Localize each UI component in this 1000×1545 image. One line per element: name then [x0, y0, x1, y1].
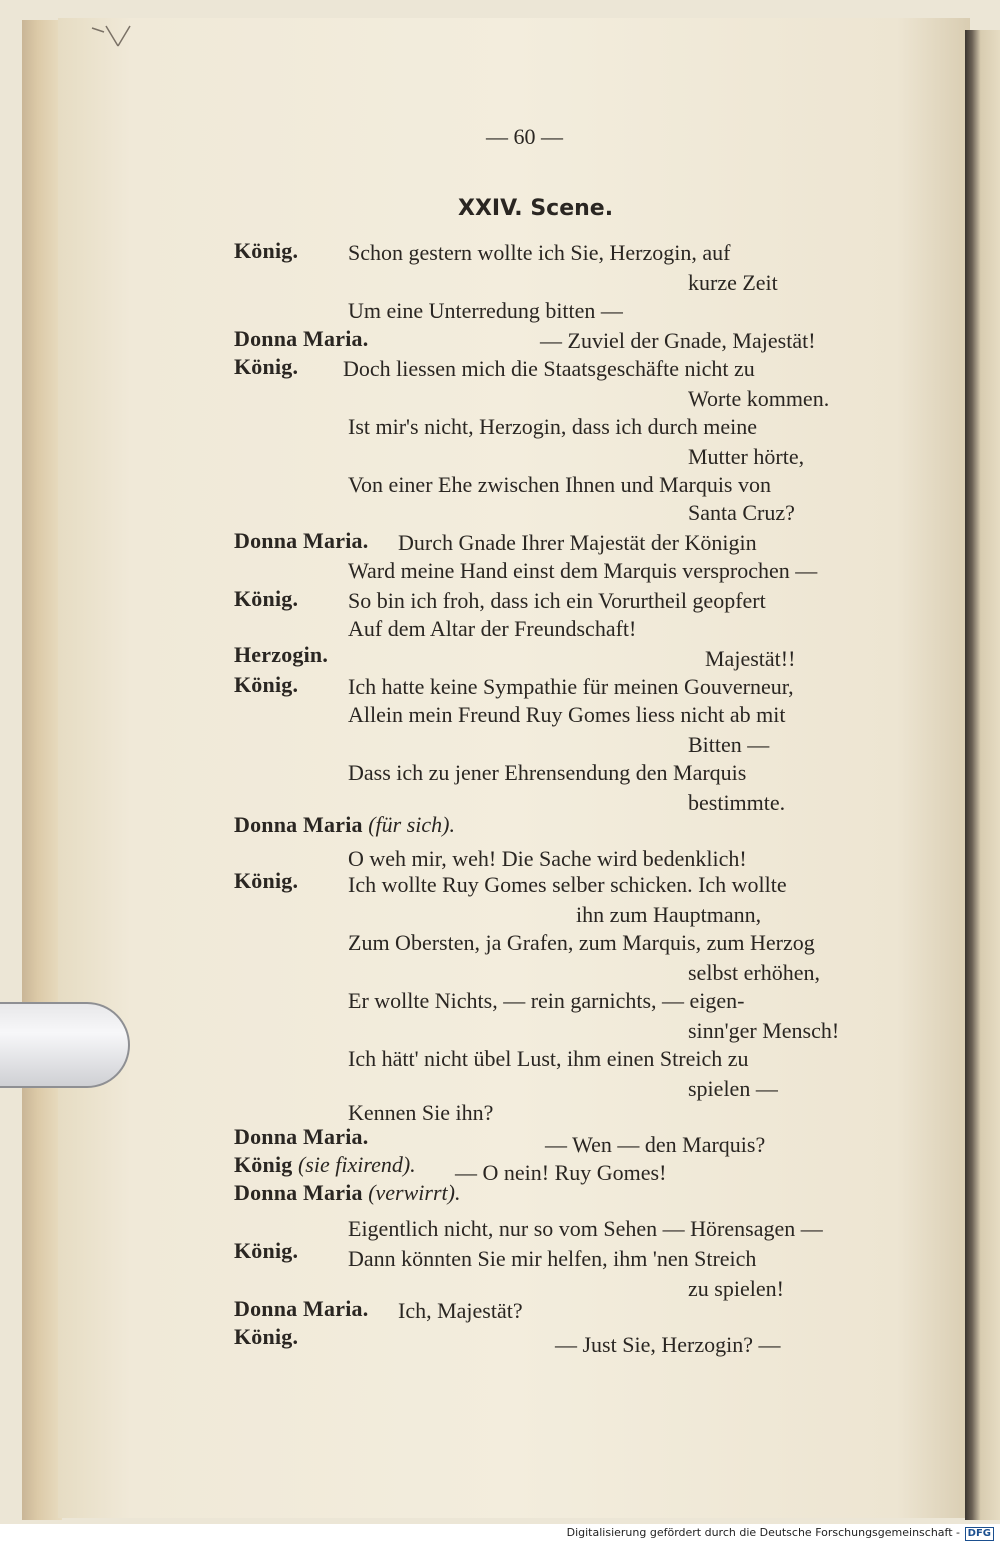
- verse-line: — Wen — den Marquis?: [545, 1132, 766, 1157]
- verse-line: — Just Sie, Herzogin? —: [555, 1332, 781, 1357]
- verse-line: bestimmte.: [688, 790, 786, 815]
- verse-line: — Zuviel der Gnade, Majestät!: [540, 328, 816, 353]
- verse-line: Dann könnten Sie mir helfen, ihm 'nen Streich: [348, 1246, 757, 1271]
- verse-line: Um eine Unterredung bitten —: [348, 298, 623, 323]
- speaker-label: König.: [234, 868, 299, 893]
- verse-line: Ward meine Hand einst dem Marquis versprochen —: [348, 558, 818, 583]
- verse-line: Ich hatte keine Sympathie für meinen Gouverneur,: [348, 674, 794, 699]
- verse-line: kurze Zeit: [688, 270, 778, 295]
- speaker-label: Donna Maria.: [234, 1296, 369, 1321]
- verse-line: — O nein! Ruy Gomes!: [455, 1160, 667, 1185]
- page-number: — 60 —: [486, 124, 563, 149]
- speaker-with-direction: [234, 1152, 416, 1178]
- speaker-label: Donna Maria.: [234, 528, 369, 553]
- verse-line: Dass ich zu jener Ehrensendung den Marquis: [348, 760, 747, 785]
- stage-direction: (für sich).: [368, 812, 455, 837]
- speaker-label: König.: [234, 238, 299, 263]
- page-clip-bookmark: [0, 1002, 130, 1088]
- verse-line: Ich wollte Ruy Gomes selber schicken. Ich wollte: [348, 872, 787, 897]
- speaker-label: König.: [234, 586, 299, 611]
- verse-line: zu spielen!: [688, 1276, 784, 1301]
- speaker-label: Donna Maria: [234, 1180, 363, 1205]
- adjacent-page-edge: [965, 30, 1000, 1520]
- verse-line: Majestät!!: [705, 646, 796, 671]
- speaker-label: Donna Maria.: [234, 326, 369, 351]
- verse-line: O weh mir, weh! Die Sache wird bedenklich!: [348, 846, 747, 871]
- speaker-label: König.: [234, 672, 299, 697]
- stage-direction: (verwirrt).: [368, 1180, 461, 1205]
- verse-line: Ist mir's nicht, Herzogin, dass ich durch meine: [348, 414, 758, 439]
- verse-line: Mutter hörte,: [688, 444, 805, 469]
- verse-line: selbst erhöhen,: [688, 960, 820, 985]
- pencil-mark-icon: [90, 22, 140, 50]
- verse-line: ihn zum Hauptmann,: [576, 902, 762, 927]
- page-stack-edge: [22, 20, 62, 1520]
- verse-line: Von einer Ehe zwischen Ihnen und Marquis von: [348, 472, 771, 497]
- verse-line: Durch Gnade Ihrer Majestät der Königin: [398, 530, 757, 555]
- verse-line: Zum Obersten, ja Grafen, zum Marquis, zum Herzog: [348, 930, 815, 955]
- scene-heading: XXIV. Scene.: [458, 196, 614, 221]
- verse-line: Ich, Majestät?: [398, 1298, 523, 1323]
- verse-line: So bin ich froh, dass ich ein Vorurtheil geopfert: [348, 588, 766, 613]
- speaker-label: König.: [234, 1324, 299, 1349]
- speaker-label: König: [234, 1152, 293, 1177]
- funding-credit: Digitalisierung gefördert durch die Deutsche Forschungsgemeinschaft -: [566, 1526, 960, 1539]
- verse-line: Kennen Sie ihn?: [348, 1100, 494, 1125]
- stage-direction: (sie fixirend).: [297, 1152, 416, 1177]
- verse-line: Santa Cruz?: [688, 500, 795, 525]
- speaker-label: Donna Maria: [234, 812, 363, 837]
- speaker-label: König.: [234, 1238, 299, 1263]
- speaker-with-direction: [234, 812, 455, 838]
- verse-line: Worte kommen.: [688, 386, 830, 411]
- speaker-label: Herzogin.: [234, 642, 329, 667]
- verse-line: Eigentlich nicht, nur so vom Sehen — Hörensagen —: [348, 1216, 823, 1241]
- speaker-label: König.: [234, 354, 299, 379]
- verse-line: Auf dem Altar der Freundschaft!: [348, 616, 637, 641]
- verse-line: Schon gestern wollte ich Sie, Herzogin, auf: [348, 240, 731, 265]
- verse-line: Er wollte Nichts, — rein garnichts, — eigen-: [348, 988, 745, 1013]
- verse-line: spielen —: [688, 1076, 778, 1101]
- verse-line: sinn'ger Mensch!: [688, 1018, 840, 1043]
- speaker-with-direction: [234, 1180, 460, 1206]
- verse-line: Ich hätt' nicht übel Lust, ihm einen Streich zu: [348, 1046, 749, 1071]
- verse-line: Allein mein Freund Ruy Gomes liess nicht ab mit: [348, 702, 786, 727]
- dfg-logo: DFG: [965, 1527, 994, 1541]
- verse-line: Bitten —: [688, 732, 770, 757]
- verse-line: Doch liessen mich die Staatsgeschäfte nicht zu: [343, 356, 755, 381]
- speaker-label: Donna Maria.: [234, 1124, 369, 1149]
